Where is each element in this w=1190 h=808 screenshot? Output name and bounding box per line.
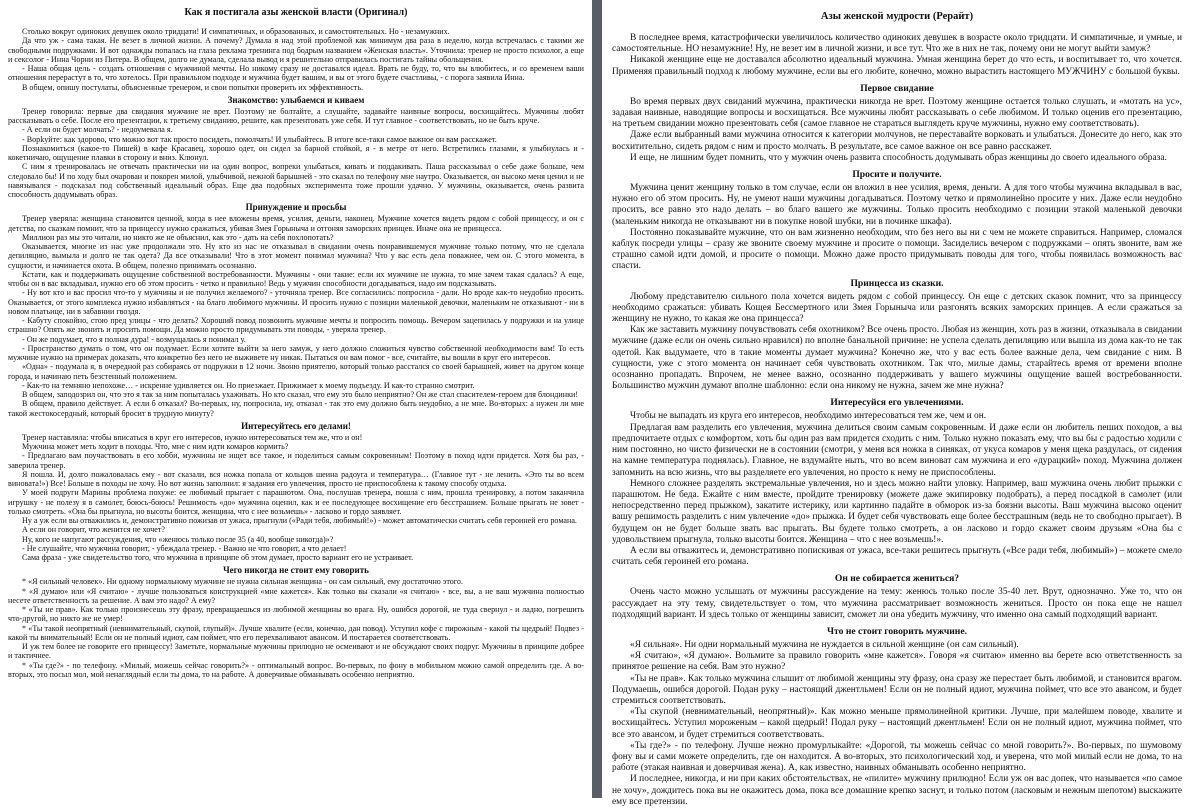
- paragraph: Любому представителю сильного пола хочется видеть рядом с собой принцессу. Он еще с детских сказок помнит, что за принцессу необходимо сражаться: убивать Кощея Бессмертного или Змея Горыныча или разгонять всяких заморских принцев. А если сражаться за женщину не нужно, то какая же она принцесса?: [612, 291, 1182, 325]
- paragraph: Кстати, как и поддерживать ощущение собственной востребованности. Мужчины - они такие: если их мужчине не нужна, то мне зачем такая сдалась? А еще, чтобы он в вас вкладывал, нужно его об этом просить - четко и правильно! Ведь у мужчин способности догадываться, надо им подсказывать.: [8, 269, 584, 288]
- paragraph: В общем, правило действует. А если б отказал? Во-первых, ну, попросила, ну, отказал - так это ему должно быть неудобно, а не мне. Во-вторых: а нужен ли мне такой жестокосердный, который бросит в трудную минуту?: [8, 399, 584, 418]
- paragraph: Столько вокруг одиноких девушек около тридцати! И симпатичных, и образованных, и самостоятельных. Но - незамужних.: [22, 27, 450, 36]
- paragraph: Постоянно показывайте мужчине, что он вам жизненно необходим, что без него вы ни с чем не можете справиться. Например, сломался каблук посреди улицы – сразу же звоните своему мужчине и просите о помощи. Засиделись вечером с подружками – опять звоните, вам же страшно самой идти домой, и просите о помощи. Можно даже просто придумывать поводы для того, чтобы появилась возможность вас спасти.: [612, 227, 1182, 272]
- paragraph: * «Я сильный человек». Ни одному нормальному мужчине не нужна сильная женщина - он сам сильный, ему достаточно этого.: [22, 577, 463, 587]
- paragraph: И последнее, никогда, и ни при каких обстоятельствах, не «пилите» мужчину прилюдно! Если уж он вас допек, что называется «по самое не хочу», дождитесь пока вы не окажитесь дома, пока все домашние крепко заснут, и только потом (ласковым и нежным шепотом) выскажите ему все претензии.: [612, 774, 1182, 807]
- paragraph: «Я сильная». Ни одни нормальный мужчина не нуждается в сильной женщине (он сам сильный).: [630, 639, 1019, 650]
- paragraph: Тренер наставляла: чтобы вписаться в круг его интересов, нужно интересоваться тем же, что и он!: [22, 432, 363, 442]
- paragraph: «Ты где?» - по телефону. Лучше нежно промурлыкайте: «Дорогой, ты можешь сейчас со мной говорить?». Во-первых, по шумовому фону вы и сами можете определить, где он находится. А во-вторых, это психологический ход, и уверена, что мой милый если не дома, то на работе (этакая наивная и доверчивая жена). А, как известно, наивных обманывать особенно неприятно.: [612, 740, 1182, 774]
- paragraph: Я пошла. И, долго пожаловалась ему - вот сказали, вся ножка попала от кольцов шеина радоуга и температура… (Главное тут - не ленить. «Это ты во всем виновата!») Все! Больше в походы не хочу. Но вот жизнь заполнил: я задания его увлечения, просто не приспособлена к такому способу отдыха.: [8, 469, 584, 488]
- paragraph: «Я считаю», «Я думаю». Вольмите за правило говорить «мне кажется». Говоря «я считаю» именно вы берете всю ответственность за принятое решение на себя. Вам это нужно?: [612, 651, 1182, 673]
- original-article-page: [0, 0, 592, 798]
- section-heading: Что не стоит говорить мужчине.: [827, 625, 967, 637]
- paragraph: Даже если выбранный вами мужчина относится к категории молчунов, не переставайте ворковать и улыбаться. Донесите до него, как это восхитительно, сидеть рядом с ним и просто молчать. В результате, все самое важное он все равно расскажет.: [612, 130, 1182, 152]
- paragraph: Никакой женщине еще не доставался абсолютно идеальный мужчина. Умная женщина берет до что есть, и воспитывает то, что хочется. Применяя правильный подход к любому мужчине, если вы его любите, конечно, можно вырастить настоящего МУЖЧИНУ с большой буквы.: [612, 55, 1182, 77]
- paragraph: В последнее время, катастрофически увеличилось количество одиноких девушек в возрасте около тридцати. И симпатичные, и умные, и самостоятельные. НО незамужние! Ну, не везет им в личной жизни, и все тут. Что же в них не так, почему они не могут выйти замуж?: [612, 33, 1182, 55]
- paragraph: И еще, не лишним будет помнить, что у мужчин очень развита способность додумывать образ женщины до своего идеального образа.: [630, 152, 1167, 163]
- paragraph: А если он говорит, что женится не хочет?: [22, 525, 165, 535]
- paragraph: - Как-то на темняно непохоже… - искренне удивляется он. Но приезжает. Прижимает к моему подъезду. И как-то странно смотрит.: [22, 380, 475, 390]
- section-heading: Просите и получите.: [852, 169, 942, 181]
- paragraph: Тренер уверяла: женщина становится ценной, когда в нее вложены время, усилия, деньги, наконец. Мужчине хочется видеть рядом с собой принцессу, и он с детства, по сказкам помнит, что за принцессу нужно сражаться, убивая Змея Горыныча и отгоняя заморских принцев. Иначе она не принцесса.: [8, 214, 584, 233]
- paragraph: Ну, кого не напугают рассуждения, что «женюсь только после 35 (а 40, вообще никогда)»?: [22, 534, 334, 544]
- paragraph: - Кабуту спокойно, стою пред улицы - что делать? Хороший повод позвонить мужчине мечты и попросить помощь. Вечером зацепилась у подружки и на улице страшно? Опять же звонить и просить помощи. Да можно просто придумывать эти поводы, - уверяла тренер.: [8, 316, 584, 335]
- paragraph: Сама фраза - уже свидетельство того, что мужчина в принципе об этом думает, просто вариант его не устраивает.: [22, 553, 414, 562]
- paragraph: - А если он будет молчать? - недоумевала я.: [22, 125, 173, 135]
- page-divider: [592, 0, 602, 798]
- original-article-title: Как я постигала азы женской власти (Оригинал): [184, 7, 408, 18]
- paragraph: - Предлагаю вам поучаствовать в его хобби, мужчины не ищет все такое, и поделиться самым сокровенным! Поэтому в поход идти придется. Хотя бы раз, - заверила тренер.: [8, 451, 584, 470]
- paragraph: Очень часто можно услышать от мужчины рассуждение на тему: женюсь только после 35-40 лет. Врут, однозначно. Уже то, что он рассуждает на эту тему, свидетельствует о том, что мужчина рассматривает возможность жениться. Просто он пока еще не нашел подходящий вариант. И здесь только от женщины зависит, сможет ли она убедить мужчину, что именно она самый подходящий вариант.: [612, 587, 1182, 620]
- paragraph: У моей подруги Марины проблема похуже: ее любимый прыгает с парашютом. Она, послушав тренера, пошла с ним, прошла тренировку, а потом заканчила игрушку - не полезу я в самолет, боюсь-боюсь! Решимость «до» мужчина оценил, как и ее последующее восхищение его бесстрашием. Больше прыгать не зовет - только смотреть. «Она бы прыгнула, но высоты боится, женщина, что с нее возьмешь» - ласково и гордо заявляет.: [8, 488, 584, 516]
- paragraph: «Одна» - подумала я, в очередной раз собираясь от подружки в 12 ночи. Звоню приятелю, который только расстался со своей барышней, живет на другом конце города, и начинаю петь безстенный положением.: [8, 362, 584, 381]
- section-heading: Принуждение и просьбы: [245, 202, 347, 213]
- paragraph: - Наша общая цель - создать отношения с мужчиной мечты. Но никому сразу не доставался идеал. Врать не буду, то, что вы влюбитесь, и со временем ваши отношения перерастут в то, что хотелось. При правильном подходе и мужчина будет вашим, и вы от этого будете счастливы, - с порога заявила Инна.: [8, 64, 584, 83]
- paragraph: * «Ты где?» - по телефону. «Милый, можешь сейчас говорить?» - оптимальный вопрос. Во-первых, по фону в мобильном можно самой определить где. А во-вторых, это посыл мол, мой ненаглядный если ты дома, то на работе. А доверчивые обманывать особенно неприятно.: [8, 660, 584, 679]
- section-heading: Первое свидание: [860, 82, 934, 94]
- paragraph: * «Ты не прав». Как только произнесешь эту фразу, превращаешься из любимой женщины во врага. Ну, ошибся дорогой, не туда свернул - и ладно, погрешить что-другой, но никто же не умер!: [8, 605, 584, 624]
- paragraph: Немного сложнее разделять экстремальные увлечения, но и здесь можно найти уловку. Например, ваш мужчина очень любит прыжки с парашютом. Не беда. Ежайте с ним вместе, пройдите тренировку (можете даже экипировку подобрать), а перед посадкой в самолет (или непосредственно перед прыжком), закатите истерику, или картинно падайте в обморок из-за боязни высоты. Ваш мужчина высоко оценит вашу решимость разделить с ним увлечение «до» прыжка. И будет себя чувствовать еще более бесстрашным (ведь не то свободно прыгает). В будущем он не будет больше звать вас прыгать. Вы будете только смотреть, а он ласково и гордо скажет своим друзьям «Она бы с удовольствием прыгнула, только высоты боится. Женщина – что с нее возьмешь!».: [612, 478, 1182, 545]
- paragraph: Предлагая вам разделить его увлечения, мужчина делиться своим самым сокровенным. И даже если он любитель пеших походов, а вы предпочитаете отдых с комфортом, хоть бы один раз вам придется сходить с ним. Только нужно показать ему, что вы бы с радостью ходили с ним постоянно, но чисто физически не в состоянии (смотри, у меня вся ножка в синяках, от укуса комаров у меня щека раздулась, от сидения на камне температура поднялась). Главное, не вздумайте ныть, что во всем виноват сам мужчина и его «дурацкий» поход. Мужчина должен запомнить на всю жизнь, что вы разделяете его увлечения, но просто к нему не приспособлены.: [612, 422, 1182, 478]
- paragraph: - Не слушайте, что мужчина говорит, - убеждала тренер. - Важно не что говорит, а что делает!: [22, 543, 347, 553]
- paragraph: А если вы отважитесь и, демонстративно попискивая от ужаса, все-таки решитесь прыгнуть («Все ради тебя, любимый») – можете смело считать себя героиней его романа.: [612, 545, 1182, 568]
- paragraph: * «Ты такой неопрятный (невнимательный, скупой, глупый)». Лучше хвалите (если, конечно, дан повод). Уступил кофе с пирожным - какой ты щедрый! Подвез - какой ты внимательный! Если он не полный идиот, сам поймет, что его перехваливают авансом. И постарается соответствовать.: [8, 623, 584, 642]
- section-heading: Принцесса из сказки.: [850, 277, 944, 289]
- section-heading: Интересуйся его увлечениями.: [830, 397, 964, 409]
- rewrite-article-title: Азы женской мудрости (Рерайт): [820, 11, 974, 22]
- paragraph: С ним я тренировалась не отвечать практически ни на один вопрос, вопреки улыбаться, кивать и поддакивать. Паша рассказывал о себе даже больше, чем следовало бы! И по ходу был очарован и покорен милой, улыбчивой, нежной барышней - это сказал по телефону мне наутро. Оказывается, он высоко меня ценил и не навязывался - подсказал под собственный идеальный образ. Еще два подобных эксперимента тоже прошли удачно. У мужчины, оказывается, очень развита способность додумывать образ.: [8, 162, 584, 199]
- paragraph: Чтобы не выпадать из круга его интересов, необходимо интересоваться тем же, чем и он.: [630, 411, 987, 422]
- rewrite-article-page: [602, 0, 1190, 807]
- section-heading: Интересуйтесь его делами!: [241, 420, 351, 431]
- paragraph: Да что уж - сама такая. Не везет в личной жизни. А почему? Думала я над этой проблемой как минимум два раза в неделю, когда встречалась с такими же свободными подружками. И вот однажды попалась на глаза реклама тренинга под бодрым названием «Женская власть». Уточнила: тренер не просто психолог, а еще и сексолог - Инна Чорни из Питера. В общем, долго не думала, сделала вывод и я решительно отправилась постигать тайны обольщения.: [8, 36, 584, 64]
- paragraph: - Ну вот кто и вас просил что-то у мужчины и не получил желаемого? - уточняла тренер. Все согласились: попросила - дали. Но вроде как-то неудобно просить. Оказывается, от этого комплекса нужно избавляться - на благо любимого мужчины. И просить нужно с позиции маленькой девочки, маленьким не отказывают - ни в новом платьице, ни в забавнии гвоздя.: [8, 288, 584, 316]
- section-heading: Он не собирается жениться?: [834, 573, 960, 585]
- paragraph: Мужчина может меть ходит в походы. Что, мне с ним идти комаров кормить?: [22, 442, 289, 451]
- paragraph: - Он же подумает, что я полная дура! - возмущалась я понимал у.: [22, 334, 246, 344]
- paragraph: Познакомиться (какое-то Пишей) в кафе Красавец, хорошо одет, он сидел за барной стойкой, я - в метре от него. Встретились глазами, я улыбнулась и - кокетничаю, ощущение плавки в сторону и вниз. Клюнул.: [8, 143, 584, 162]
- paragraph: - Пространство думать о том, что он подумает. Если хотите выйти за него замуж, у него должно сложиться чувство собственной необходимости вам! То есть мужчине нужно на примерах доказать, что конкретно без него не выживете ну никак. Пытаться он вам помог - все, считайте, вы вошли в круг его интересов.: [8, 343, 584, 362]
- section-heading: Чего никогда не стоит ему говорить: [223, 565, 369, 576]
- paragraph: Тренер говорила: первые два свидания мужчине не врет. Поэтому не болтайте, а слушайте, задавайте наивные вопросы, восхищайтесь. Мужчины любят рассказывать о себе. После его презентации, к третьему свиданию, решите, как презентовать уже себя. И тут главное - соответствовать, но не быть круче.: [8, 106, 584, 125]
- paragraph: * «Я думаю» или «Я считаю» - лучше пользоваться конструкцией «мне кажется». Как только вы сказали «я считаю» - все, вы, а не ваш мужчина полностью несете ответственность за решение. А вам это надо? А ему?: [8, 586, 584, 605]
- paragraph: Ну а уж если вы отважились и, демонстративно пожизав от ужаса, прыгнули («Ради тебя, любимый!») - может автоматически считать себя героиней его романа.: [22, 516, 577, 525]
- paragraph: Мужчина ценит женщину только в том случае, если он вложил в нее усилия, время, деньги. А для того чтобы мужчина вкладывал в вас, нужно его об этом просить. Ну, не умеют наши мужчины догадываться. Поэтому четко и прямолинейно просите у них. Даже если неудобно просить, все равно это надо делать – во благо вашего же мужчины. Только просить необходимо с позиции этакой маленькой девочки (маленьким никогда не отказывают ни в покупке новой шубки, ни в починке шкафа).: [612, 183, 1182, 227]
- paragraph: «Ты не прав». Как только мужчина слышит от любимой женщины эту фразу, она сразу же перестает быть любимой, и становится врагом. Подумаешь, ошибся дорогой. Подан руку – настоящий джентльмен! Если он не полный идиот, мужчина поймет, что все это авансом, и будет стремиться соответствовать.: [612, 673, 1182, 706]
- paragraph: И уж тем более не говорите его принцессу! Заметьте, нормальные мужчины прилюдно не осмеивают и не обсуждают своих подруг. Мужчины в принципе добрее и тактичнее.: [8, 642, 584, 661]
- paragraph: «Ты скупой (невнимательный, неопрятный)». Как можно меньше прямолинейной критики. Лучше, при малейшем поводе, хвалите и восхищайтесь. Уступил мороженым – какой щедрый! Подал руку – настоящий джентльмен! Если он не полный идиот, мужчина поймет, что все это авансом, и будет стремиться соответствовать.: [612, 707, 1182, 740]
- paragraph: Оказывается, многие из нас уже продолжали это. Ну кто из нас не отказывал в свидании очень понравившемуся мужчине только потому, что не сделала депиляцию, вымыла и долго не так одета? Да все отказывали! Что в этот момент понимал мужчина? Что у вас есть дела поважнее, чем он. С этого момента, в сущности, и начинается охота. В общем, полезно принимать осознанно.: [8, 242, 584, 270]
- section-heading: Знакомство: улыбаемся и киваем: [227, 94, 365, 105]
- paragraph: Как же заставить мужчину почувствовать себя охотником? Все очень просто. Любая из женщин, хоть раз в жизни, отказывала в свидании мужчине (даже если он очень сильно нравился) по вполне банальной причине: не успела сделать депиляцию или вышла из дома как-то не так одетой. Как выдумаете, что в такие моменты думает мужчина? Конечно же, что у вас есть более важные дела, чем свидание с ним. В сущности, уже с этого момента он начинает себя чувствовать охотником. Так что, милые дамы, старайтесь время от времени вполне осознанно пропадать. Впрочем, не менее важно, осознанно поддерживать у вашего мужчины ощущение вашей востребованности. Большинство мужчин думают вполне шаблонно: если она никому не нужна, зачем же мне нужна?: [612, 325, 1182, 392]
- paragraph: Во время первых двух свиданий мужчина, практически никогда не врет. Поэтому женщине остается только слушать, и «мотать на ус», задавая наивные, наводящие вопросы и восхищаться. Все мужчины любят рассказывать о себе любимом. И только оценив его презентацию, на третьем свидании можно презентовать себя (самое главное не стараться выглядеть круче мужчины, нужно ему соответствовать).: [612, 96, 1182, 130]
- paragraph: - Ворkуйте: как здорово, что можно вот так просто посидеть, помолчать! И улыбайтесь. В итоге все-таки самое важное он вам расскажет.: [22, 134, 497, 144]
- paragraph: В общем, заподозрил он, что это я так за ним попыталась ухаживать. Но кто сказал, что ему это было неприятно? Он же стал спасителем-героем для блондинки!: [22, 390, 579, 399]
- paragraph: В общем, опишу постулаты, объясненные тренером, и свои попытки проверить их эффективность.: [22, 82, 364, 92]
- paragraph: Миллион раз мы это читали, но никто же не объяснил, как это - дать на себя похлопотать?: [22, 232, 334, 242]
